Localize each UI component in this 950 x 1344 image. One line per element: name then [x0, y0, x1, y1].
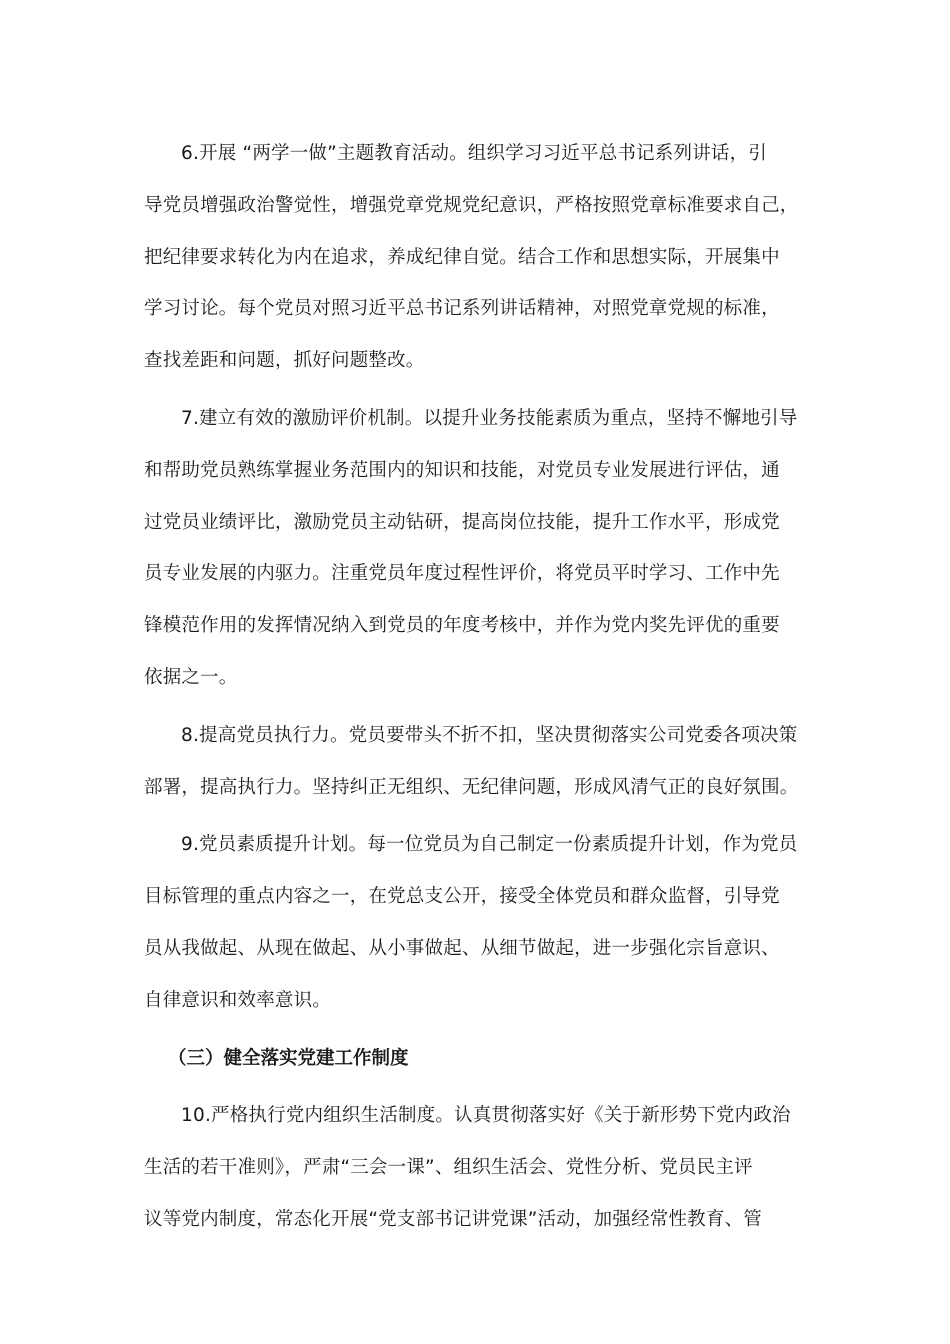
paragraph-item-9	[144, 819, 808, 1026]
text-line: 8.提高党员执行力。党员要带头不折不扣，坚决贯彻落实公司党委各项决策	[181, 724, 798, 746]
text-line: 导党员增强政治警觉性，增强党章党规党纪意识，严格按照党章标准要求自己，	[144, 194, 799, 216]
text-line: 目标管理的重点内容之一，在党总支公开，接受全体党员和群众监督，引导党	[144, 886, 780, 908]
text-line: 依据之一。	[144, 666, 238, 688]
text-line: 10.严格执行党内组织生活制度。认真贯彻落实好《关于新形势下党内政治	[181, 1105, 791, 1127]
text-line: 把纪律要求转化为内在追求，养成纪律自觉。结合工作和思想实际，开展集中	[144, 246, 780, 268]
paragraph-item-10	[144, 1090, 808, 1245]
text-line: 员专业发展的内驱力。注重党员年度过程性评价，将党员平时学习、工作中先	[144, 563, 780, 585]
text-line: 自律意识和效率意识。	[144, 989, 332, 1011]
text-line: 6.开展 “两学一做”主题教育活动。组织学习习近平总书记系列讲话，引	[181, 143, 768, 164]
text-line: 部署，提高执行力。坚持纠正无组织、无纪律问题，形成风清气正的良好氛围。	[144, 776, 799, 798]
text-line: 生活的若干准则》，严肃“三会一课”、组织生活会、党性分析、党员民主评	[144, 1157, 753, 1179]
text-line: 和帮助党员熟练掌握业务范围内的知识和技能，对党员专业发展进行评估，通	[144, 459, 780, 481]
text-line: 7.建立有效的激励评价机制。以提升业务技能素质为重点，坚持不懈地引导	[181, 407, 798, 429]
document-page	[144, 128, 808, 1252]
paragraph-item-7	[144, 393, 808, 704]
text-line: 议等党内制度，常态化开展“党支部书记讲党课”活动，加强经常性教育、管	[144, 1208, 762, 1230]
text-line: 学习讨论。每个党员对照习近平总书记系列讲话精神，对照党章党规的标准，	[144, 298, 780, 320]
paragraph-item-6	[144, 128, 808, 387]
text-line: 员从我做起、从现在做起、从小事做起、从细节做起，进一步强化宗旨意识、	[144, 937, 780, 959]
paragraph-item-8	[144, 710, 808, 814]
text-line: 锋模范作用的发挥情况纳入到党员的年度考核中，并作为党内奖先评优的重要	[144, 615, 780, 637]
text-line: 9.党员素质提升计划。每一位党员为自己制定一份素质提升计划，作为党员	[181, 834, 798, 856]
section-heading: （三）健全落实党建工作制度	[168, 1047, 409, 1069]
text-line: 过党员业绩评比，激励党员主动钻研，提高岗位技能，提升工作水平，形成党	[144, 511, 780, 533]
text-line: 查找差距和问题，抓好问题整改。	[144, 350, 425, 372]
